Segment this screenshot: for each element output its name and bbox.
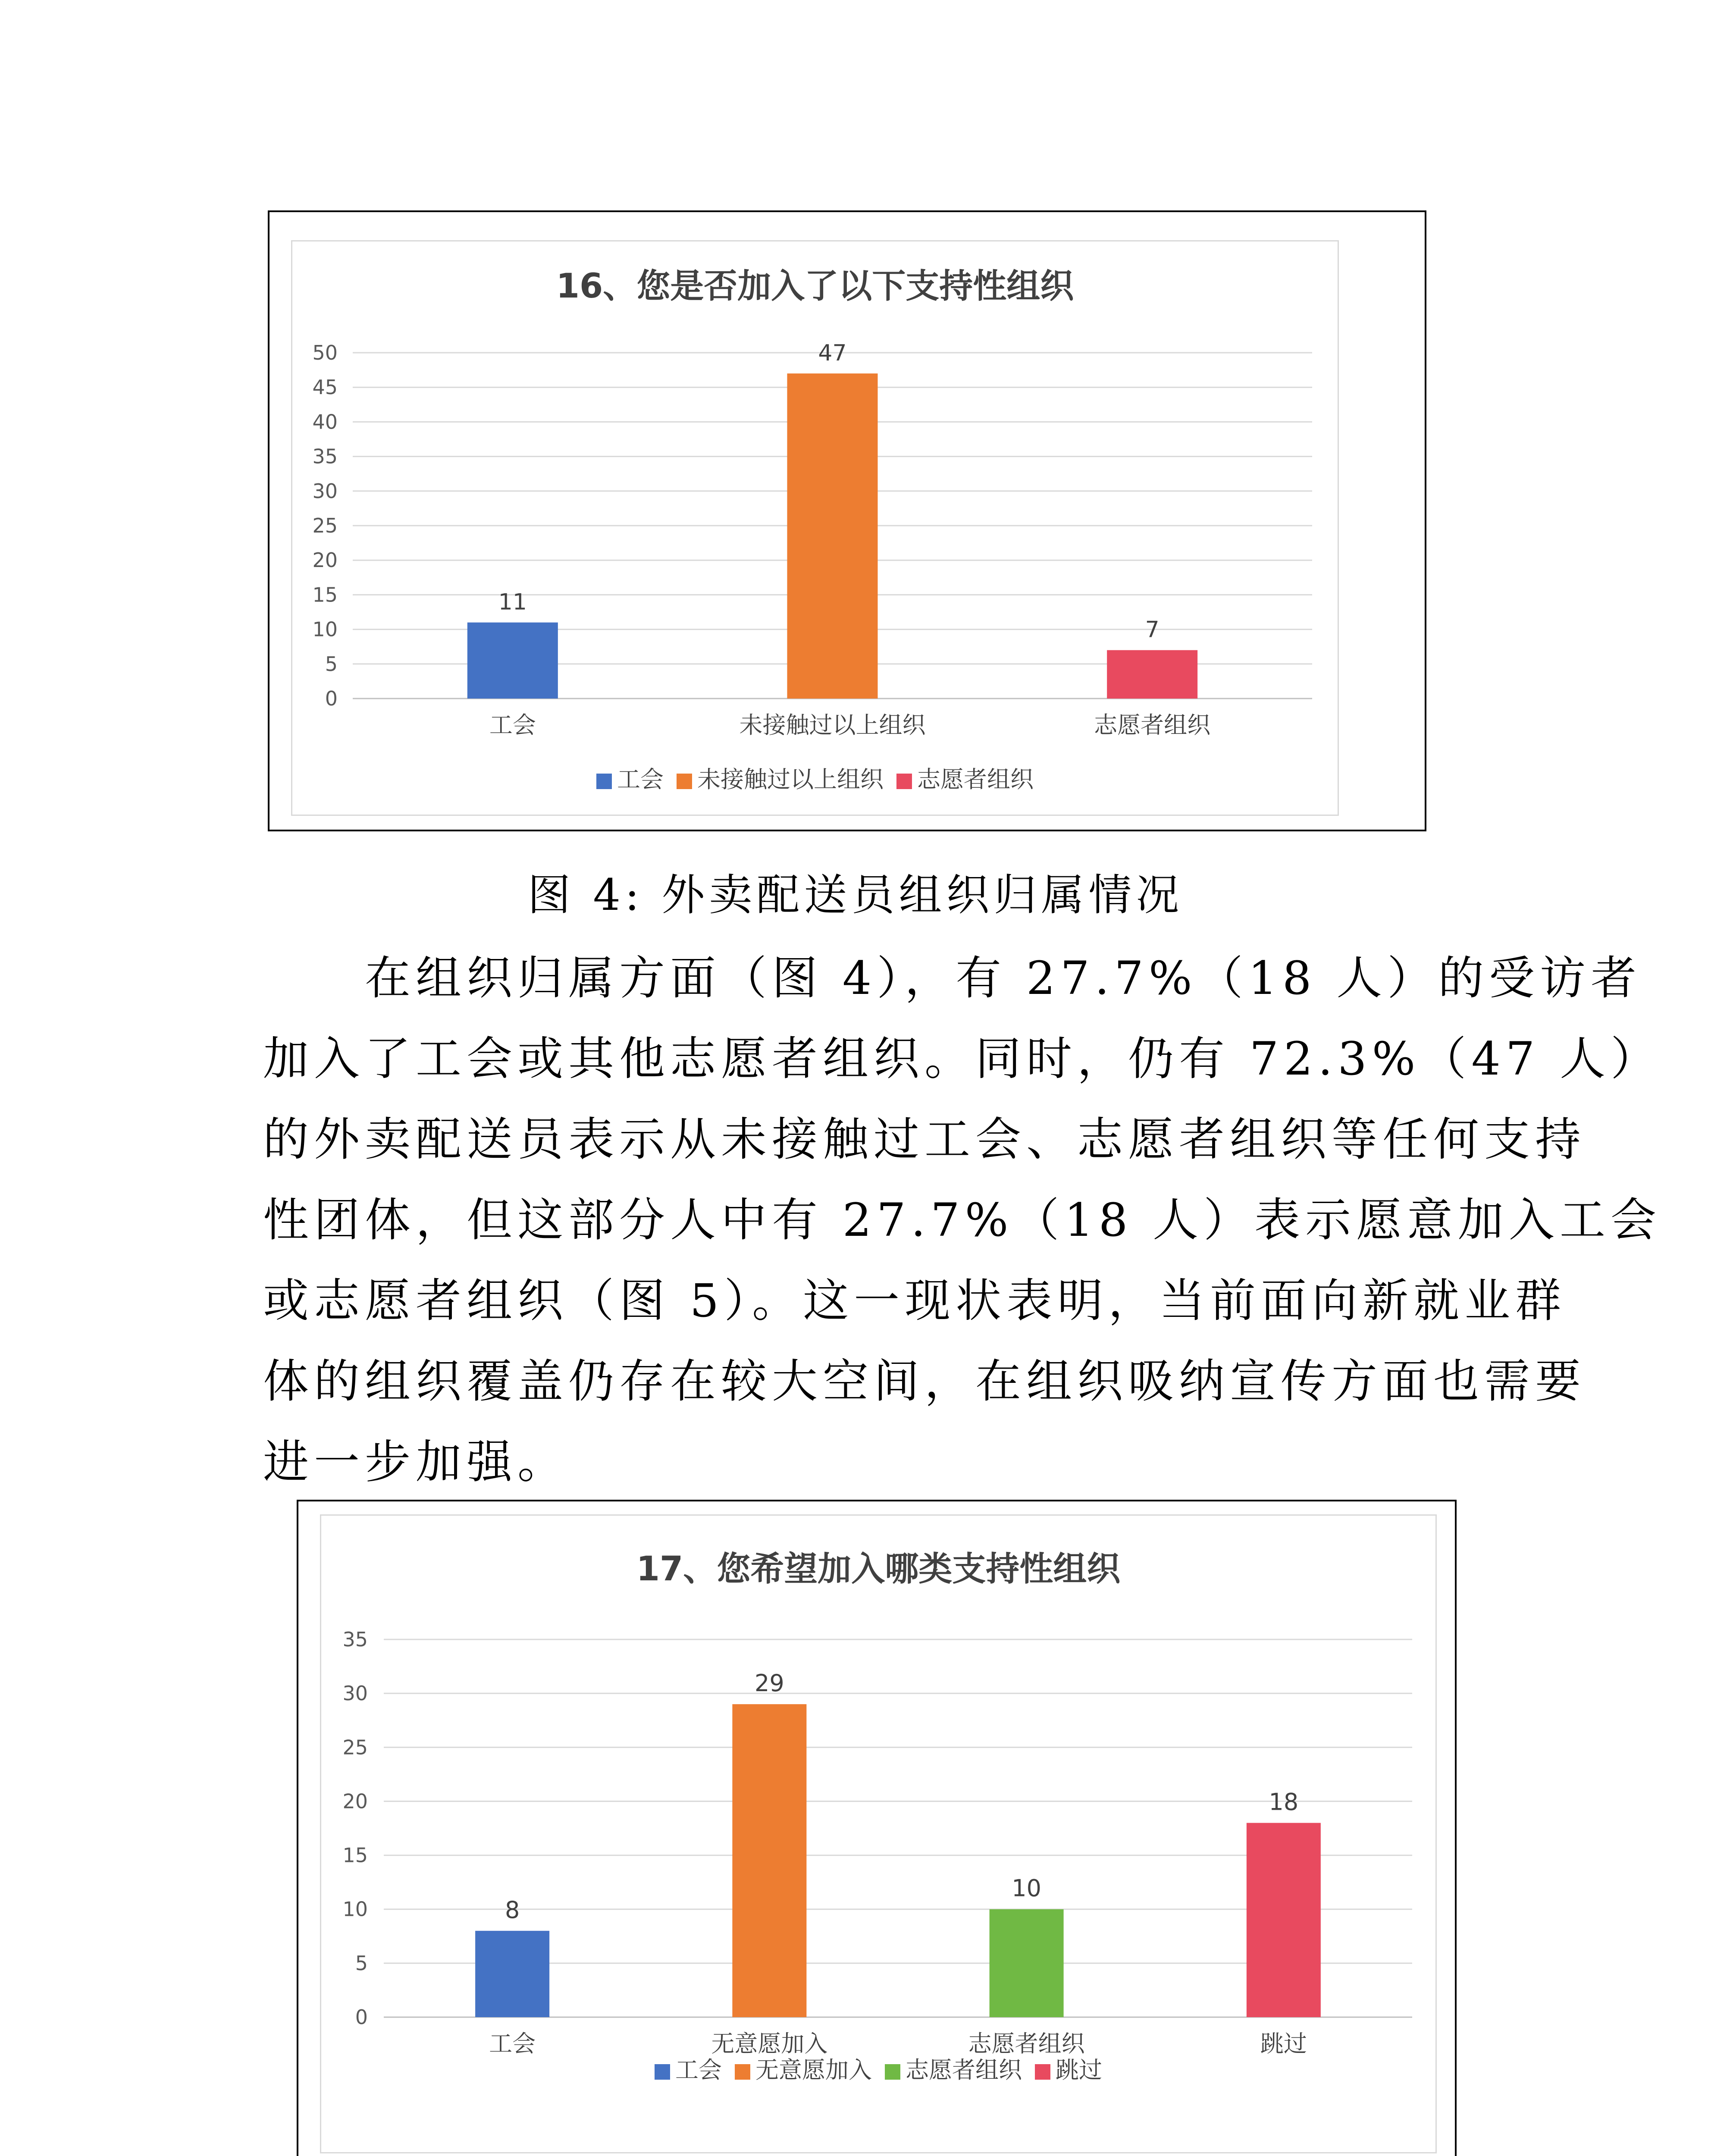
paragraph-line: 进一步加强。	[263, 1435, 568, 1489]
category-label: 无意愿加入	[711, 2030, 828, 2057]
bar-chart-fig5	[321, 1516, 1435, 2152]
data-label: 8	[505, 1896, 520, 1924]
y-tick-label: 30	[312, 479, 338, 503]
chart-frame-fig4	[268, 210, 1426, 831]
category-label: 工会	[489, 2030, 536, 2057]
data-label: 10	[1012, 1874, 1041, 1902]
bar-chart-fig4	[292, 241, 1338, 815]
y-tick-label: 40	[312, 410, 338, 434]
figure-caption: 图 4: 外卖配送员组织归属情况	[527, 870, 1184, 920]
paragraph-line: 体的组织覆盖仍存在较大空间，在组织吸纳宣传方面也需要	[263, 1355, 1586, 1408]
legend-label: 跳过	[1056, 2056, 1102, 2084]
data-label: 47	[818, 340, 847, 367]
legend-label: 工会	[675, 2056, 722, 2084]
y-tick-label: 20	[312, 548, 338, 572]
paragraph-line: 的外卖配送员表示从未接触过工会、志愿者组织等任何支持	[263, 1113, 1586, 1166]
legend-label: 工会	[617, 766, 664, 793]
bar-2	[1107, 650, 1197, 699]
y-tick-label: 10	[342, 1897, 368, 1921]
bar-1	[732, 1704, 806, 2017]
y-tick-label: 50	[312, 341, 338, 364]
y-tick-label: 25	[312, 514, 338, 537]
bar-0	[475, 1931, 549, 2017]
legend-swatch	[896, 774, 912, 789]
paragraph-line: 加入了工会或其他志愿者组织。同时，仍有 72.3%（47 人）	[263, 1032, 1662, 1085]
legend-label: 无意愿加入	[755, 2056, 872, 2084]
bar-0	[467, 623, 558, 699]
paragraph-line: 或志愿者组织（图 5）。这一现状表明，当前面向新就业群	[263, 1274, 1567, 1327]
y-tick-label: 5	[355, 1951, 368, 1975]
chart-title: 17、您希望加入哪类支持性组织	[636, 1550, 1121, 1589]
chart-frame-fig5	[297, 1500, 1457, 2156]
category-label: 志愿者组织	[1094, 711, 1211, 739]
legend	[655, 2056, 1102, 2084]
data-label: 11	[498, 589, 527, 615]
category-label: 跳过	[1260, 2030, 1307, 2057]
chart-title: 16、您是否加入了以下支持性组织	[556, 267, 1074, 306]
category-label: 未接触过以上组织	[739, 711, 926, 739]
y-tick-label: 35	[312, 445, 338, 468]
y-tick-label: 15	[342, 1843, 368, 1867]
legend-swatch	[885, 2064, 900, 2080]
bar-2	[990, 1909, 1064, 2017]
y-tick-label: 0	[355, 2006, 368, 2029]
y-tick-label: 15	[312, 583, 338, 607]
y-tick-label: 20	[342, 1789, 368, 1813]
chart-area	[320, 1514, 1437, 2153]
legend-swatch	[735, 2064, 750, 2080]
y-tick-label: 25	[342, 1736, 368, 1759]
legend-swatch	[655, 2064, 670, 2080]
legend-label: 未接触过以上组织	[697, 766, 884, 793]
bar-3	[1247, 1823, 1321, 2017]
y-tick-label: 30	[342, 1682, 368, 1705]
legend	[596, 766, 1034, 793]
data-label: 7	[1145, 617, 1159, 643]
paragraph-line: 性团体，但这部分人中有 27.7%（18 人）表示愿意加入工会	[263, 1194, 1662, 1247]
legend-swatch	[677, 774, 692, 789]
legend-swatch	[596, 774, 612, 789]
data-label: 29	[755, 1670, 784, 1697]
y-tick-label: 0	[325, 687, 338, 710]
y-tick-label: 35	[342, 1628, 368, 1651]
legend-label: 志愿者组织	[917, 766, 1034, 793]
category-label: 工会	[489, 711, 536, 739]
paragraph-line: 在组织归属方面（图 4），有 27.7%（18 人）的受访者	[263, 952, 1642, 1005]
y-tick-label: 5	[325, 652, 338, 676]
y-tick-label: 45	[312, 376, 338, 399]
legend-label: 志愿者组织	[906, 2056, 1022, 2084]
category-label: 志愿者组织	[968, 2030, 1085, 2057]
data-label: 18	[1269, 1788, 1299, 1816]
y-tick-label: 10	[312, 617, 338, 641]
bar-1	[787, 373, 878, 699]
chart-area	[291, 240, 1339, 816]
legend-swatch	[1035, 2064, 1050, 2080]
body-paragraph	[263, 938, 1662, 1502]
